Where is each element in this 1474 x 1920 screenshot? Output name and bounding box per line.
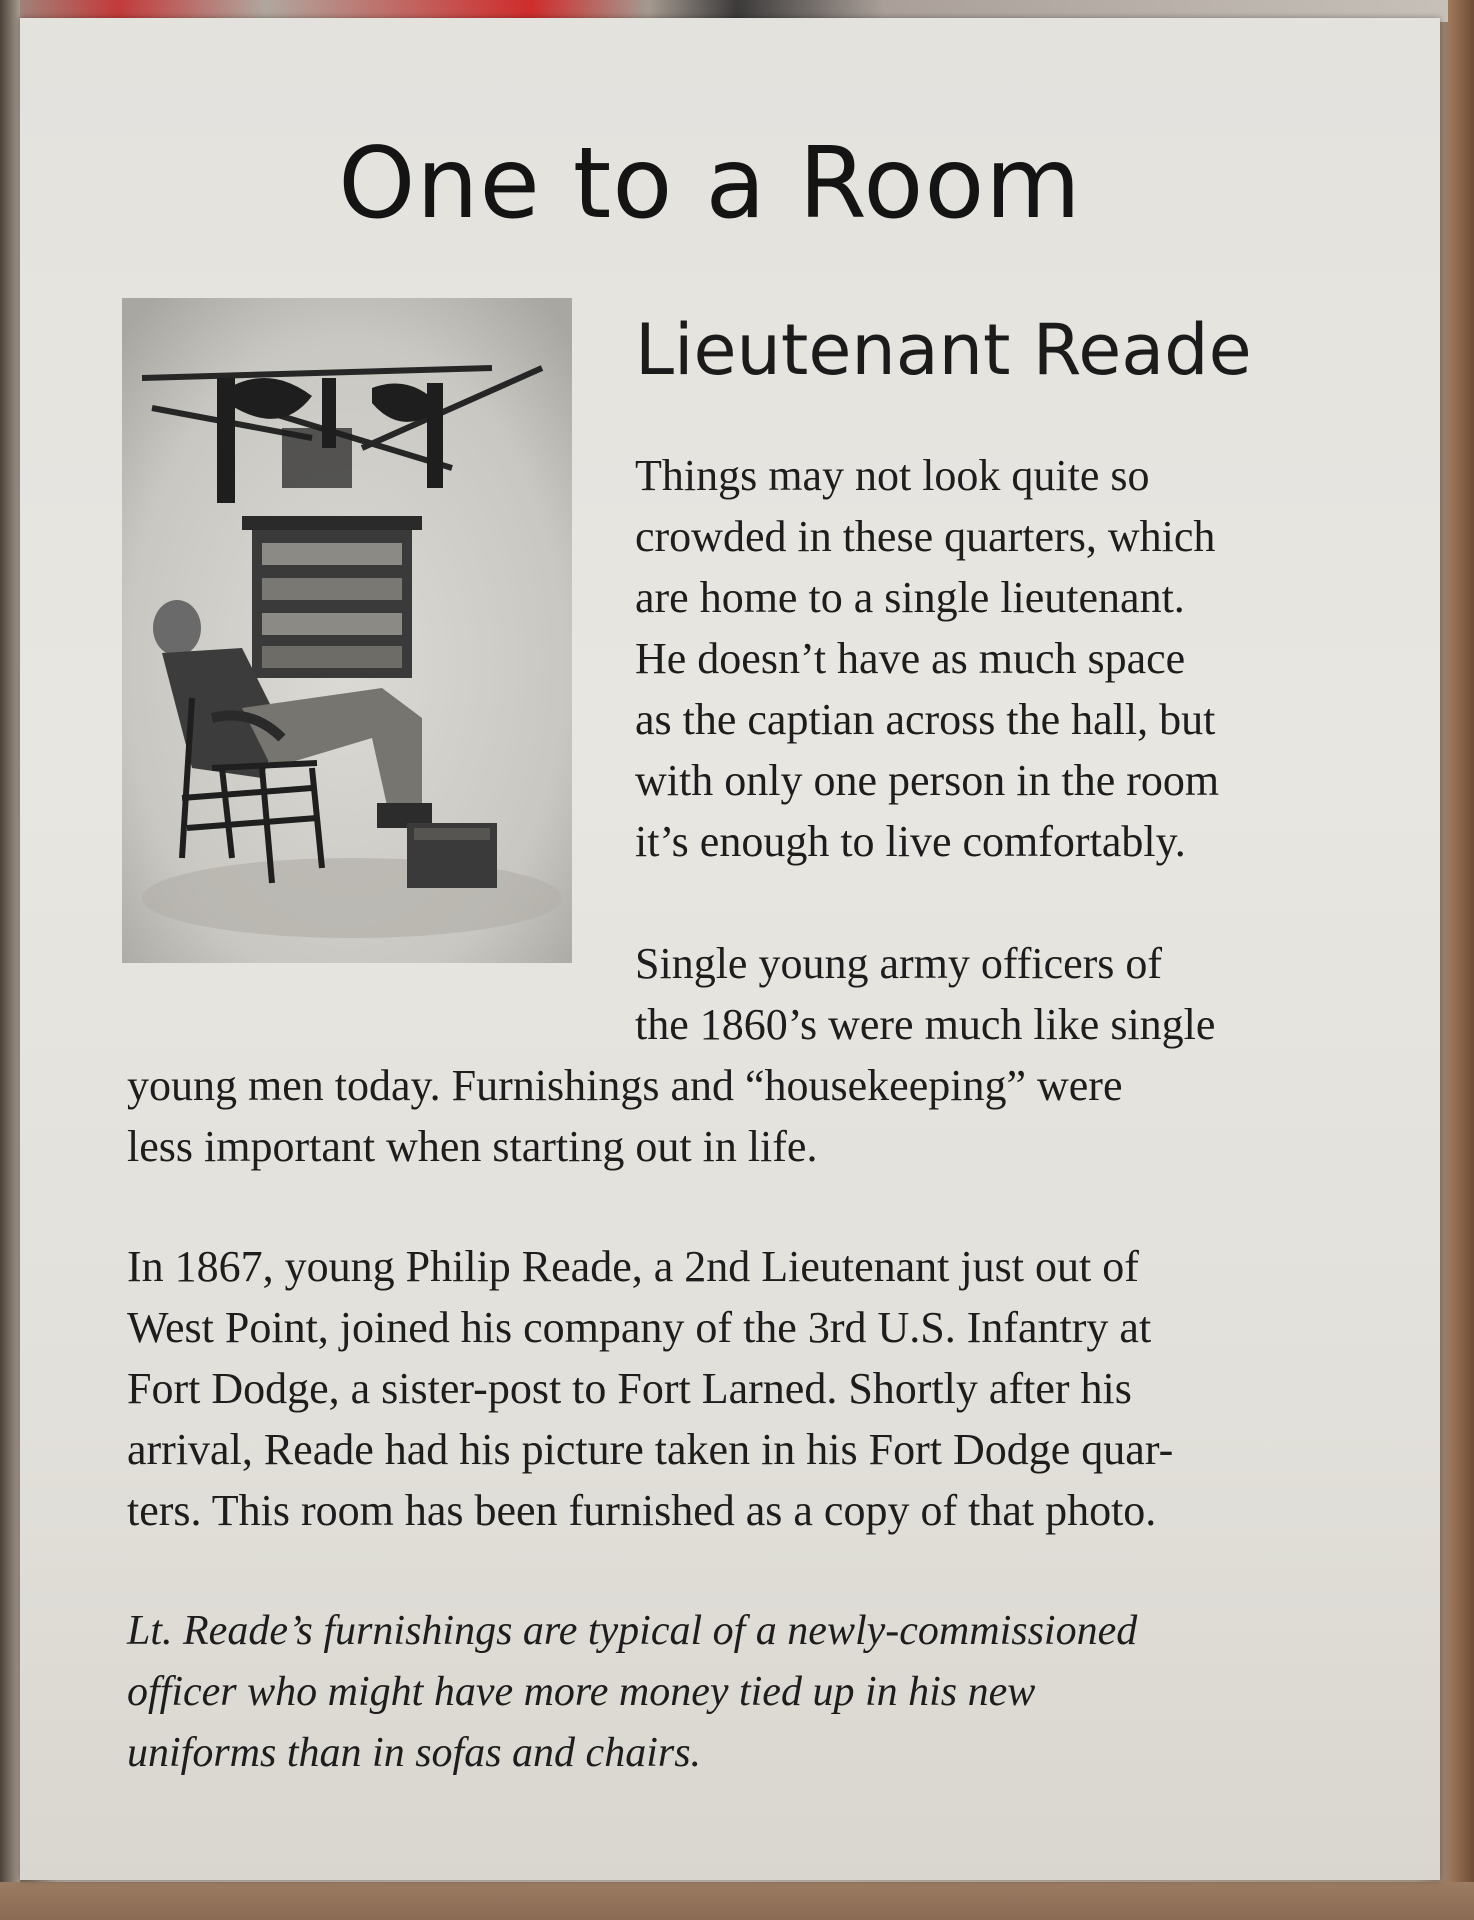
historic-photo-lieutenant-reade [122,298,572,963]
photo-illustration [122,298,572,963]
text-line: officer who might have more money tied up in his new [127,1669,1036,1715]
text-line: less important when starting out in life. [127,1122,818,1171]
bookshelf [242,516,422,678]
italic-note [127,1601,1137,1784]
text-line: In 1867, young Philip Reade, a 2nd Lieutenant just out of [127,1242,1139,1291]
text-line: young men today. Furnishings and “housekeeping” were [127,1061,1123,1110]
wooden-frame-bottom [0,1882,1474,1920]
paragraph-quarters [635,445,1219,872]
paragraph-officers-part1 [635,933,1215,1055]
background-left-edge [0,0,20,1920]
sign-subtitle: Lieutenant Reade [635,309,1252,391]
text-line: West Point, joined his company of the 3rd U.S. Infantry at [127,1303,1152,1352]
text-line: are home to a single lieutenant. [635,573,1185,622]
wooden-frame-edge [1448,0,1474,1920]
text-line: Single young army officers of [635,939,1163,988]
text-line: He doesn’t have as much space [635,634,1186,683]
text-line: it’s enough to live comfortably. [635,817,1186,866]
text-line: ters. This room has been furnished as a copy of that photo. [127,1486,1157,1535]
text-line: Things may not look quite so [635,451,1150,500]
text-line: as the captian across the hall, but [635,695,1216,744]
text-line: arrival, Reade had his picture taken in his Fort Dodge quar- [127,1425,1174,1474]
text-line: with only one person in the room [635,756,1220,805]
paragraph-officers-part2 [127,1055,1122,1177]
exhibit-sign [20,18,1440,1880]
text-line: the 1860’s were much like single [635,1000,1216,1049]
text-line: uniforms than in sofas and chairs. [127,1730,702,1776]
text-line: Fort Dodge, a sister-post to Fort Larned. Shortly after his [127,1364,1132,1413]
text-line: crowded in these quarters, which [635,512,1216,561]
text-line: Lt. Reade’s furnishings are typical of a newly-commissioned [127,1608,1138,1654]
paragraph-philip-reade [127,1236,1173,1541]
sign-title: One to a Room [338,127,1082,241]
